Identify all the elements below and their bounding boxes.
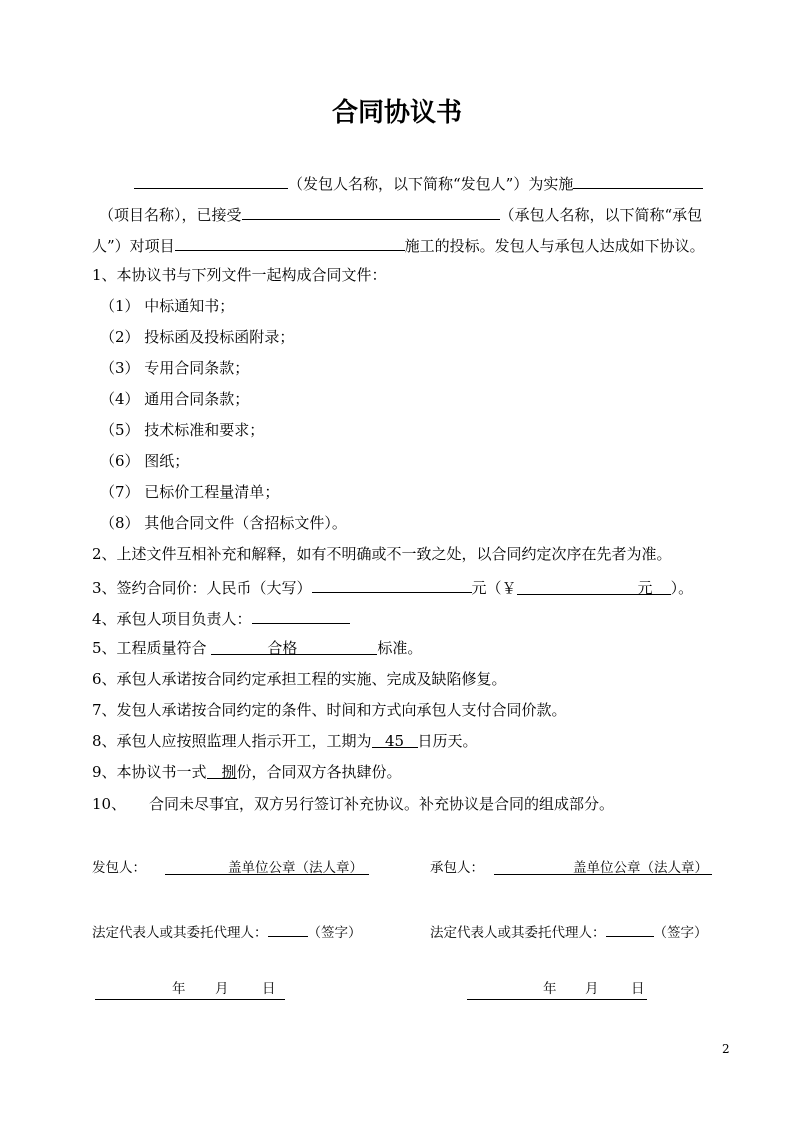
- contract-price-figure-blank: 元: [517, 578, 671, 595]
- item-10: 合同未尽事宜，双方另行签订补充协议。补充协议是合同的组成部分。: [149, 795, 615, 813]
- employer-date-line: [95, 983, 285, 1006]
- page-title: 合同协议书: [331, 98, 462, 128]
- intro-text-1: （发包人名称，以下简称“发包人”）为实施: [288, 175, 574, 193]
- intro-text-2a: （项目名称），已接受: [99, 206, 242, 224]
- intro-line-1: [134, 172, 703, 194]
- doc-item: （4） 通用合同条款；: [100, 390, 250, 408]
- contractor-year: 年: [543, 981, 557, 997]
- duration-blank: 45: [372, 731, 418, 748]
- page-number: 2: [722, 1042, 730, 1056]
- project-name-blank: [573, 172, 703, 189]
- intro-text-2b: （承包人名称，以下简称“承包: [499, 206, 703, 224]
- item-10-number: 10、: [92, 795, 127, 813]
- doc-item: （7） 已标价工程量清单；: [100, 483, 280, 501]
- contractor-date-line: [467, 983, 647, 1006]
- doc-item: （2） 投标函及投标函附录；: [100, 328, 295, 346]
- item-8: 8、承包人应按照监理人指示开工，工期为 45 日历天。: [92, 732, 478, 750]
- quality-blank: 合格: [211, 638, 377, 655]
- employer-name-blank: [134, 172, 288, 189]
- contractor-label: 承包人：: [430, 860, 484, 876]
- intro-text-3b: 施工的投标。发包人与承包人达成如下协议。: [404, 237, 705, 255]
- item-7: 7、发包人承诺按合同约定的条件、时间和方式向承包人支付合同价款。: [92, 701, 567, 719]
- doc-item: （8） 其他合同文件（含招标文件）。: [100, 514, 347, 532]
- item-1: 1、本协议书与下列文件一起构成合同文件：: [92, 266, 387, 284]
- doc-item: （5） 技术标准和要求；: [100, 421, 265, 439]
- intro-line-2: [99, 203, 702, 225]
- intro-text-3a: 人”）对项目: [92, 237, 175, 255]
- contract-price-words-blank: [312, 576, 472, 593]
- employer-year: 年: [172, 981, 186, 997]
- item-9: 9、本协议书一式 捌份，合同双方各执肆份。: [92, 763, 402, 781]
- project-manager-blank: [252, 607, 350, 624]
- item-2: 2、上述文件互相补充和解释，如有不明确或不一致之处，以合同约定次序在先者为准。: [92, 545, 672, 563]
- item-5: 5、工程质量符合 合格 标准。: [92, 639, 423, 657]
- employer-day: 日: [262, 981, 276, 997]
- item-4: 4、承包人项目负责人：: [92, 607, 350, 629]
- contractor-sign-blank: [606, 920, 654, 937]
- employer-seal-line: [165, 858, 369, 878]
- item-6: 6、承包人承诺按合同约定承担工程的实施、完成及缺陷修复。: [92, 670, 507, 688]
- copies-blank: 捌: [207, 762, 237, 779]
- employer-sign-blank: [268, 920, 308, 937]
- contractor-rep-line: 法定代表人或其委托代理人： （签字）: [430, 920, 708, 943]
- contractor-month: 月: [585, 981, 599, 997]
- doc-item: （1） 中标通知书；: [100, 297, 235, 315]
- item-3: 3、签约合同价：人民币（大写） 元（￥ 元 ）。: [92, 576, 693, 598]
- project-blank: [175, 234, 405, 251]
- intro-line-3: [92, 234, 705, 256]
- doc-item: （3） 专用合同条款；: [100, 359, 250, 377]
- contractor-day: 日: [631, 981, 645, 997]
- employer-label: 发包人：: [92, 860, 146, 876]
- employer-month: 月: [215, 981, 229, 997]
- doc-item: （6） 图纸；: [100, 452, 190, 470]
- contractor-name-blank: [242, 203, 500, 220]
- employer-seal-text: 盖单位公章（法人章）: [228, 860, 363, 876]
- contractor-seal-text: 盖单位公章（法人章）: [573, 860, 708, 876]
- employer-rep-line: 法定代表人或其委托代理人： （签字）: [92, 920, 362, 943]
- contractor-seal-line: [494, 858, 712, 878]
